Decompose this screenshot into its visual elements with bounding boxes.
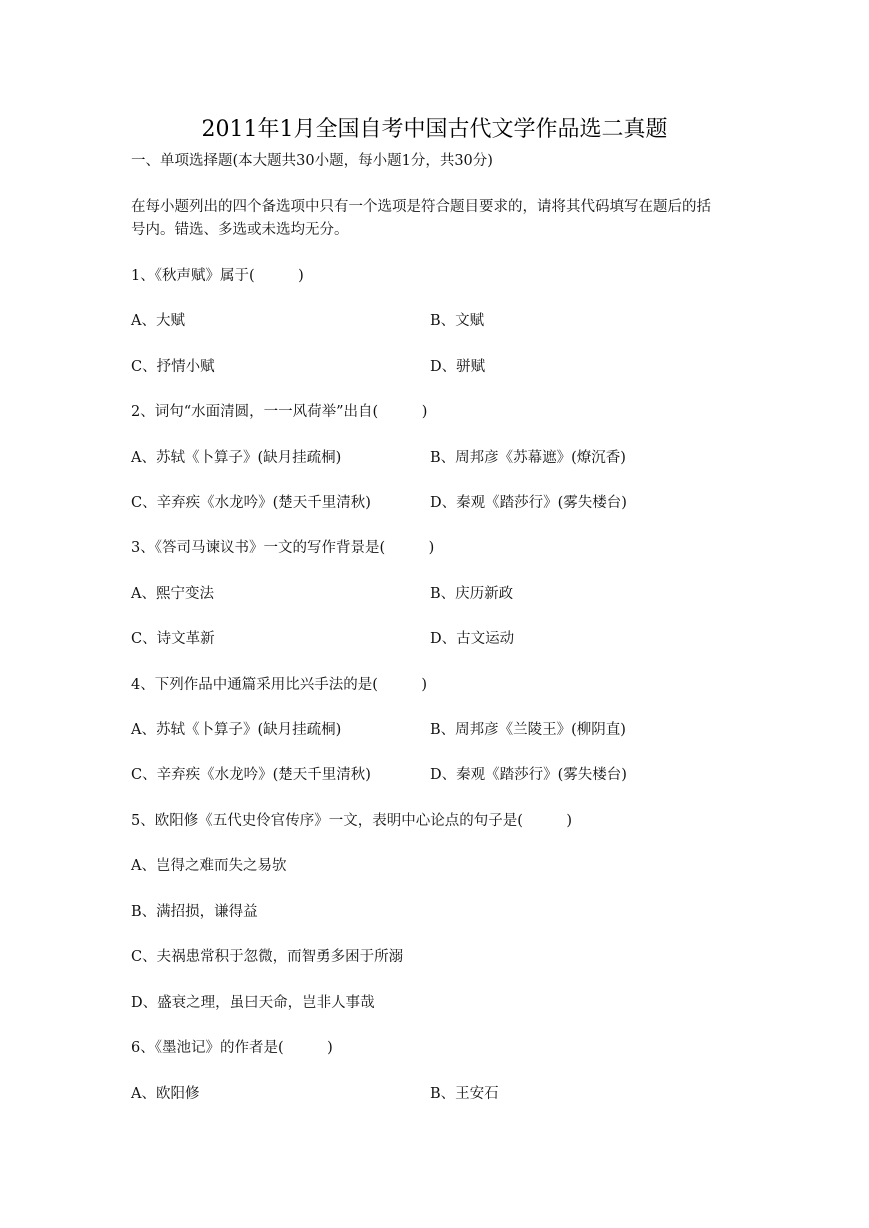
section-header: 一、单项选择题(本大题共30小题，每小题1分，共30分) [131,153,493,169]
instructions-line-2: 号内。错选、多选或未选均无分。 [131,222,349,238]
question-2-option-a: A、苏轼《卜算子》(缺月挂疏桐) [131,450,342,466]
question-5-option-c: C、夫祸患常积于忽微，而智勇多困于所溺 [131,949,404,965]
question-2-stem: 2、词句“水面清圆，一一风荷举”出自( ) [131,404,428,420]
question-4-option-a: A、苏轼《卜算子》(缺月挂疏桐) [131,722,342,738]
question-3-stem: 3、《答司马谏议书》一文的写作背景是( ) [131,540,435,556]
question-3-option-c: C、诗文革新 [131,631,215,647]
question-2-option-b: B、周邦彦《苏幕遮》(燎沉香) [430,450,626,466]
question-5-option-a: A、岂得之难而失之易欤 [131,858,287,874]
question-4-option-c: C、辛弃疾《水龙吟》(楚天千里清秋) [131,767,371,783]
question-2-option-c: C、辛弃疾《水龙吟》(楚天千里清秋) [131,495,371,511]
question-1-option-d: D、骈赋 [430,359,486,375]
question-2-option-d: D、秦观《踏莎行》(雾失楼台) [430,495,627,511]
instructions-line-1: 在每小题列出的四个备选项中只有一个选项是符合题目要求的，请将其代码填写在题后的括 [131,199,711,215]
question-4-option-d: D、秦观《踏莎行》(雾失楼台) [430,767,627,783]
question-6-stem: 6、《墨池记》的作者是( ) [131,1040,333,1056]
question-1-option-c: C、抒情小赋 [131,359,215,375]
question-5-option-b: B、满招损，谦得益 [131,904,258,920]
page-title: 2011年1月全国自考中国古代文学作品选二真题 [201,117,668,142]
question-1-stem: 1、《秋声赋》属于( ) [131,268,304,284]
question-3-option-a: A、熙宁变法 [131,586,214,602]
question-5-option-d: D、盛衰之理，虽曰天命，岂非人事哉 [131,995,375,1011]
question-1-option-b: B、文赋 [430,313,485,329]
question-5-stem: 5、欧阳修《五代史伶官传序》一文，表明中心论点的句子是( ) [131,813,573,829]
question-3-option-b: B、庆历新政 [430,586,514,602]
question-6-option-b: B、王安石 [430,1086,499,1102]
question-3-option-d: D、古文运动 [430,631,515,647]
question-1-option-a: A、大赋 [131,313,185,329]
question-6-option-a: A、欧阳修 [131,1086,200,1102]
question-4-option-b: B、周邦彦《兰陵王》(柳阴直) [430,722,626,738]
question-4-stem: 4、下列作品中通篇采用比兴手法的是( ) [131,677,428,693]
